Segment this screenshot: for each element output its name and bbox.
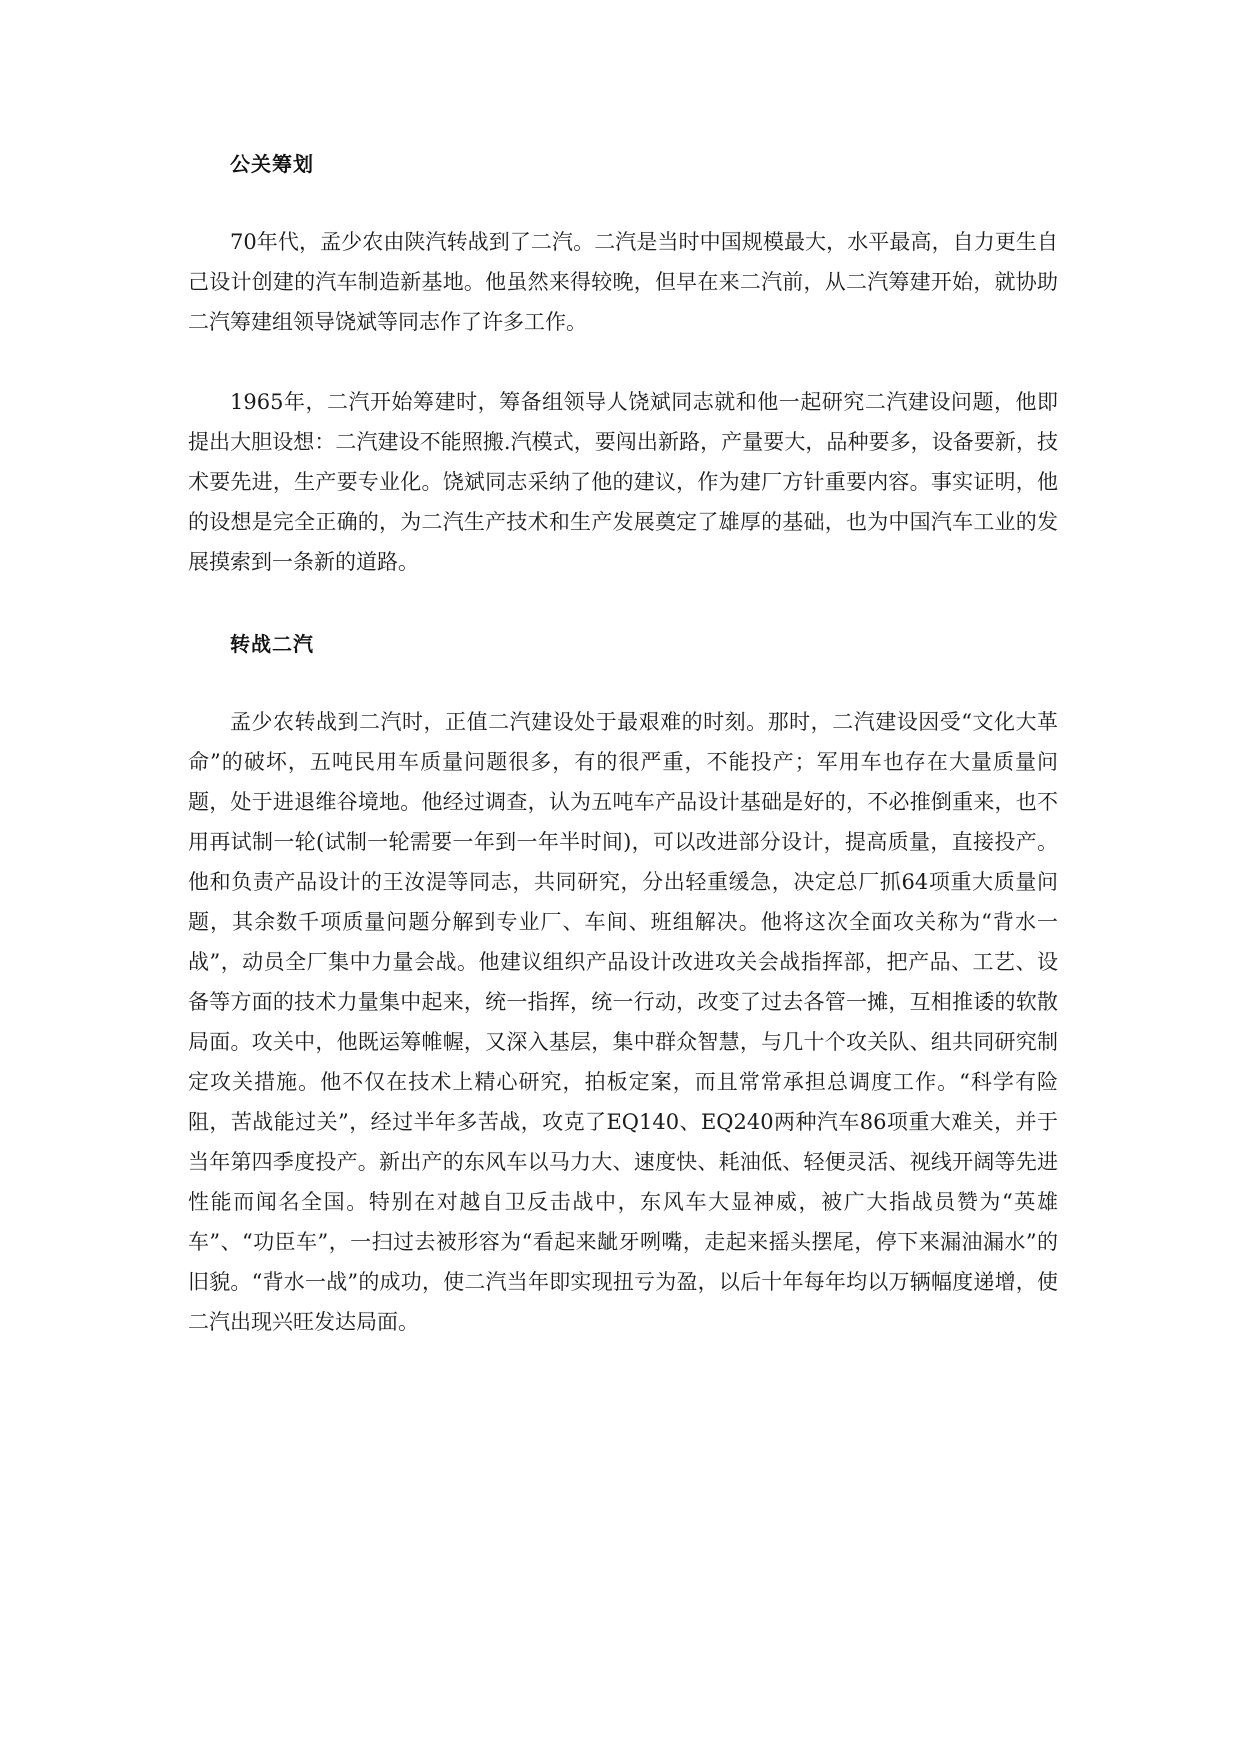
paragraph-2: 1965年，二汽开始筹建时，筹备组领导人饶斌同志就和他一起研究二汽建设问题，他即提出大胆设想：二汽建设不能照搬.汽模式，要闯出新路，产量要大，品种要多，设备要新，技术要先进，生产要专业化。饶斌同志采纳了他的建议，作为建厂方针重要内容。事实证明，他的设想是完全正确的，为二汽生产技术和生产发展奠定了雄厚的基础，也为中国汽车工业的发展摸索到一条新的道路。 xyxy=(188,390,1058,574)
section-heading-public-relations-planning: 公关筹划 xyxy=(230,152,314,176)
paragraph-3: 孟少农转战到二汽时，正值二汽建设处于最艰难的时刻。那时，二汽建设因受“文化大革命”的破坏，五吨民用车质量问题很多，有的很严重，不能投产；军用车也存在大量质量问题，处于进退维谷境地。他经过调查，认为五吨车产品设计基础是好的，不必推倒重来，也不用再试制一轮(试制一轮需要一年到一年半时间)，可以改进部分设计，提高质量，直接投产。他和负责产品设计的王汝湜等同志，共同研究，分出轻重缓急，决定总厂抓64项重大质量问题，其余数千项质量问题分解到专业厂、车间、班组解决。他将这次全面攻关称为“背水一战”，动员全厂集中力量会战。他建议组织产品设计改进攻关会战指挥部，把产品、工艺、设备等方面的技术力量集中起来，统一指挥，统一行动，改变了过去各管一摊，互相推诿的软散局面。攻关中，他既运筹帷幄，又深入基层，集中群众智慧，与几十个攻关队、组共同研究制定攻关措施。他不仅在技术上精心研究，拍板定案，而且常常承担总调度工作。“科学有险阻，苦战能过关”，经过半年多苦战，攻克了EQ140、EQ240两种汽车86项重大难关，并于当年第四季度投产。新出产的东风车以马力大、速度快、耗油低、轻便灵活、视线开阔等先进性能而闻名全国。特别在对越自卫反击战中，东风车大显神威，被广大指战员赞为“英雄车”、“功臣车”，一扫过去被形容为“看起来龇牙咧嘴，走起来摇头摆尾，停下来漏油漏水”的旧貌。“背水一战”的成功，使二汽当年即实现扭亏为盈，以后十年每年均以万辆幅度递增，使二汽出现兴旺发达局面。 xyxy=(188,710,1058,1334)
section-heading-transfer-to-second-auto: 转战二汽 xyxy=(230,632,314,656)
paragraph-1: 70年代，孟少农由陕汽转战到了二汽。二汽是当时中国规模最大，水平最高，自力更生自己设计创建的汽车制造新基地。他虽然来得较晚，但早在来二汽前，从二汽筹建开始，就协助二汽筹建组领导饶斌等同志作了许多工作。 xyxy=(188,230,1058,334)
